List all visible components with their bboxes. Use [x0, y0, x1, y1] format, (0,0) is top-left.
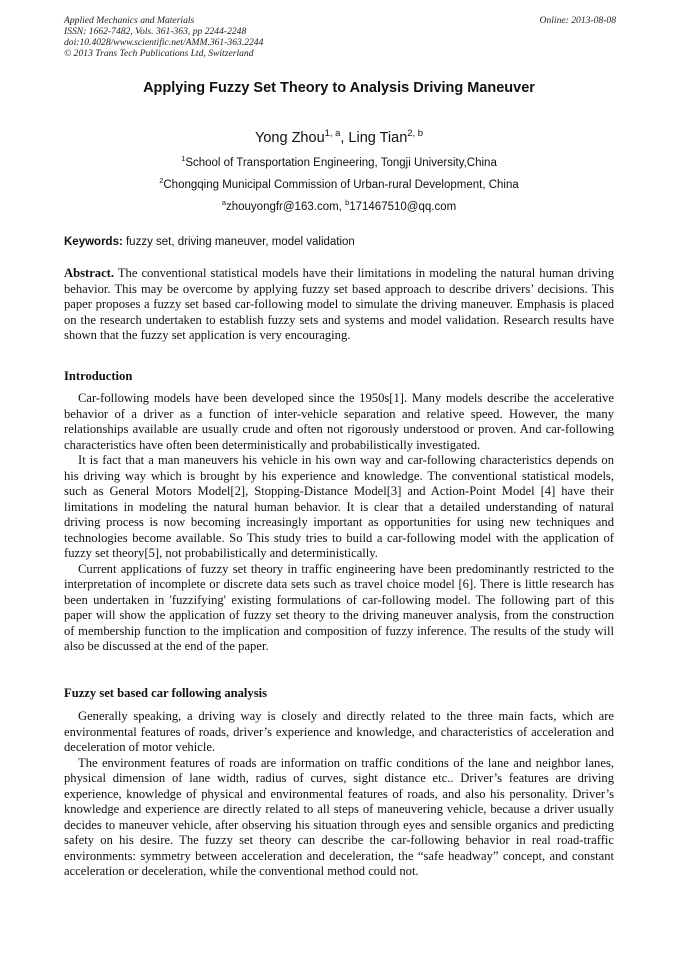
email-a[interactable]: zhouyongfr@163.com, [225, 201, 346, 213]
affiliation-1-sup: 1 [181, 154, 186, 164]
affiliation-2 [0, 176, 678, 191]
intro-paragraph-3: Current applications of fuzzy set theory in traffic engineering have been predominantly restricted to the interpretation of incomplete or discrete data sets such as travel choice model [6]. There is little research has been undertaken in 'fuzzifying' existing formulations of car-following model. The following part of this paper will show the application of fuzzy set theory to the driving maneuver analysis, from the construction of membership function to the implication and composition of fuzzy inference. The results of the study will also be discussed at the end of the paper. [64, 561, 614, 653]
intro-paragraph-2: It is fact that a man maneuvers his vehicle in his own way and car-following characteristics depends on his driving way which is brought by his experience and knowledge. The conventional statistical models, such as General Motors Model[2], Stopping-Distance Model[3] and Action-Point Model [4] have their limitations in modeling the natural human behavior. It is clear that a detailed understanding of natural driving process is now becoming increasingly important as opportunities for using new techniques and technologies become available. So This study tries to build a car-following model with the application of fuzzy set theory[5], not probabilistically and deterministically. [64, 453, 614, 560]
fuzzy-paragraph-1: Generally speaking, a driving way is closely and directly related to the three main facts, which are environmental features of roads, driver’s experience and knowledge, and characteristics of acceleration and deceleration of motor vehicle. [64, 709, 614, 754]
abstract-text: The conventional statistical models have their limitations in modeling the natural human driving behavior. This may be overcome by applying fuzzy set based approach to describe drivers’ decisions. This paper proposes a fuzzy set based car-following model to simulate the driving maneuver. Emphasis is placed on the research undertaken to establish fuzzy sets and systems and model validation. Research results have shown that the fuzzy set application is very encouraging. [64, 266, 614, 342]
email-line [0, 198, 678, 213]
affiliation-2-text: Chongqing Municipal Commission of Urban-rural Development, China [163, 179, 519, 191]
keywords-label: Keywords: [64, 236, 123, 248]
online-date: Online: 2013-08-08 [539, 15, 616, 26]
introduction-heading: Introduction [64, 369, 133, 383]
author-2-sup: 2, b [407, 127, 423, 139]
journal-header [64, 15, 616, 59]
fuzzy-paragraph-2: The environment features of roads are information on traffic conditions of the lane and neighbor lanes, physical dimension of lane width, radius of curves, sight distance etc.. Driver’s features are driving experience, knowledge of physical and environmental features of roads, and also his personality. Driver’s knowledge and experience are directly related to all steps of maneuvering vehicle, because a driver usually decides to maneuver vehicle, after observing his situation through eyes and sensible organics and predicting safety on his desire. The fuzzy set theory can describe the car-following behavior in real road-traffic environments: symmetry between acceleration and deceleration, the “safe headway” concept, and constant acceleration or deceleration, while the conventional method could not. [64, 755, 614, 878]
author-2-name: Ling Tian [348, 130, 408, 146]
issn-line: ISSN: 1662-7482, Vols. 361-363, pp 2244-2248 [64, 26, 247, 37]
journal-name: Applied Mechanics and Materials [64, 15, 195, 26]
email-b-sup: b [345, 198, 350, 208]
fuzzy-section-body [64, 709, 614, 880]
introduction-body [64, 391, 614, 655]
doi-line: doi:10.4028/www.scientific.net/AMM.361-363.2244 [64, 37, 264, 48]
keywords-text: fuzzy set, driving maneuver, model validation [122, 236, 355, 248]
affiliation-1-text: School of Transportation Engineering, Tongji University,China [185, 157, 497, 169]
author-1-sup: 1, a [324, 127, 341, 139]
keywords [64, 236, 355, 248]
email-a-sup: a [221, 198, 226, 208]
affiliation-1 [0, 154, 678, 169]
fuzzy-section-heading: Fuzzy set based car following analysis [64, 686, 268, 700]
copyright-line: © 2013 Trans Tech Publications Ltd, Switzerland [64, 48, 254, 59]
abstract [64, 266, 614, 344]
author-separator: , [340, 130, 349, 146]
author-line [0, 127, 678, 146]
author-1-name: Yong Zhou [255, 130, 325, 146]
affiliation-2-sup: 2 [159, 176, 164, 186]
abstract-label: Abstract. [64, 266, 115, 280]
email-b[interactable]: 171467510@qq.com [349, 201, 457, 213]
paper-title: Applying Fuzzy Set Theory to Analysis Driving Maneuver [143, 80, 535, 96]
intro-paragraph-1: Car-following models have been developed since the 1950s[1]. Many models describe the accelerative behavior of a driver as a function of inter-vehicle separation and relative speed. However, the many relationships available are usually crude and often not rigorously understood or proven. And car-following characteristics have often been deterministically and probabilistically investigated. [64, 391, 614, 452]
